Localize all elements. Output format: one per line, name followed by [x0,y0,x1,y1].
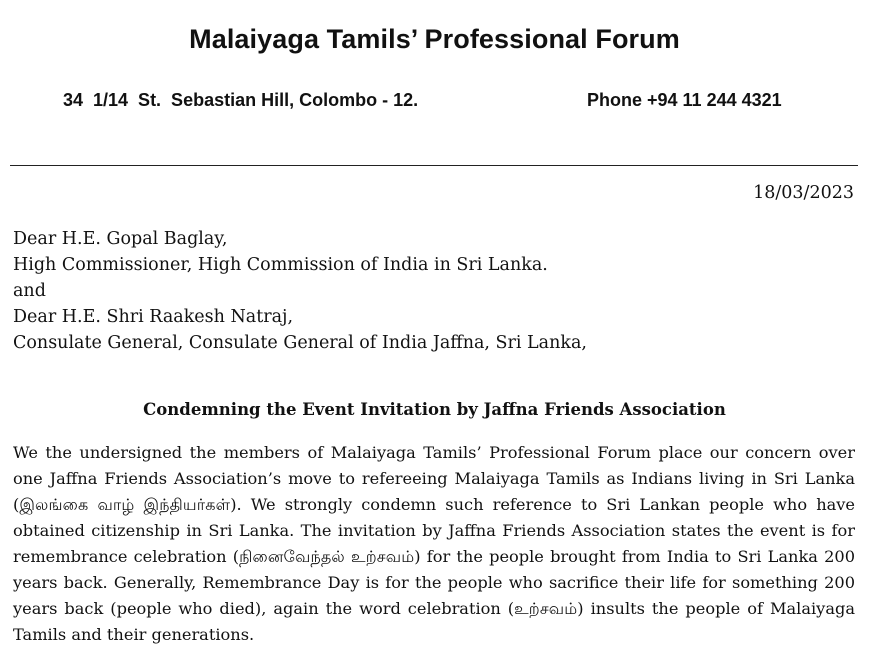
letter-body-paragraph: We the undersigned the members of Malaiyaga Tamils’ Professional Forum place our concern over one Jaffna Friends Association’s move to refereeing Malaiyaga Tamils as Indians living in Sri Lanka (இலங்கை வாழ் இந்தியர்கள்). We strongly condemn such reference to Sri Lankan people who have obtained citizenship in Sri Lanka. The invitation by Jaffna Friends Association states the event is for remembrance celebration (நினைவேந்தல் உற்சவம்) for the people brought from India to Sri Lanka 200 years back. Generally, Remembrance Day is for the people who sacrifice their life for something 200 years back (people who died), again the word celebration (உற்சவம்) insults the people of Malaiyaga Tamils and their generations. [13,443,855,644]
letterhead-phone: Phone +94 11 244 4321 [587,90,782,110]
salutation-line: and [13,281,46,301]
letterhead-divider [10,165,858,166]
salutation-block [13,226,587,356]
letter-subject: Condemning the Event Invitation by Jaffna Friends Association [143,400,726,419]
salutation-line: Consulate General, Consulate General of India Jaffna, Sri Lanka, [13,333,587,353]
salutation-line: Dear H.E. Shri Raakesh Natraj, [13,307,294,327]
salutation-line: High Commissioner, High Commission of India in Sri Lanka. [13,255,548,275]
letter-date: 18/03/2023 [753,183,854,203]
salutation-line: Dear H.E. Gopal Baglay, [13,229,228,249]
letterhead-address: 34 1/14 St. Sebastian Hill, Colombo - 12. [63,90,419,110]
letterhead-title: Malaiyaga Tamils’ Professional Forum [189,24,680,54]
